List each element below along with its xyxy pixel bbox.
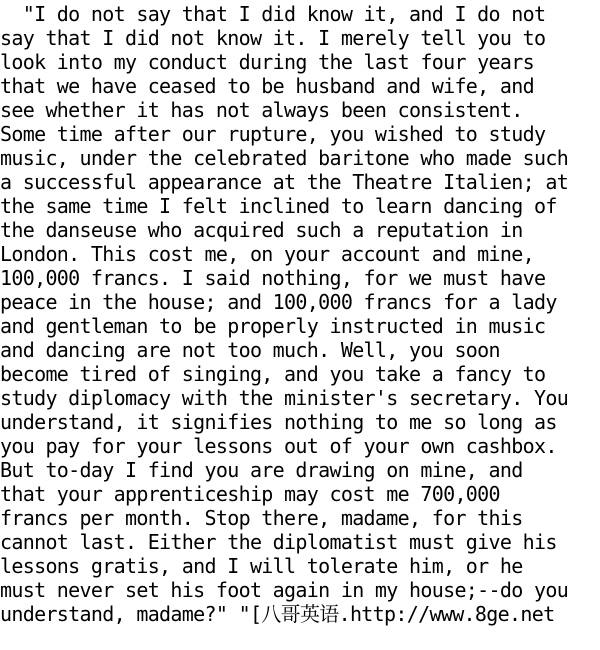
text-line: Some time after our rupture, you wished to study: [0, 122, 546, 146]
text-line: lessons gratis, and I will tolerate him, or he: [0, 554, 523, 578]
text-line: francs per month. Stop there, madame, for this: [0, 506, 523, 530]
text-line: study diplomacy with the minister's secretary. You: [0, 386, 569, 410]
text-line: must never set his foot again in my house;--do you: [0, 578, 569, 602]
text-line: music, under the celebrated baritone who made such: [0, 146, 569, 170]
text-line: and dancing are not too much. Well, you soon: [0, 338, 500, 362]
text-line: that your apprenticeship may cost me 700,000: [0, 482, 500, 506]
text-line: understand, madame?" "[八哥英语.http://www.8ge.net: [0, 602, 555, 626]
text-line: the same time I felt inclined to learn dancing of: [0, 194, 557, 218]
text-line: But to-day I find you are drawing on mine, and: [0, 458, 523, 482]
text-line: 100,000 francs. I said nothing, for we must have: [0, 266, 546, 290]
text-line: a successful appearance at the Theatre Italien; at: [0, 170, 569, 194]
text-line: that we have ceased to be husband and wife, and: [0, 74, 534, 98]
text-line: say that I did not know it. I merely tell you to: [0, 26, 546, 50]
document-text: [0, 2, 600, 626]
text-line: cannot last. Either the diplomatist must give his: [0, 530, 557, 554]
text-line: see whether it has not always been consistent.: [0, 98, 523, 122]
text-line: become tired of singing, and you take a fancy to: [0, 362, 546, 386]
text-line: "I do not say that I did know it, and I do not: [0, 2, 546, 26]
text-line: and gentleman to be properly instructed in music: [0, 314, 546, 338]
text-line: peace in the house; and 100,000 francs for a lady: [0, 290, 557, 314]
text-line: the danseuse who acquired such a reputation in: [0, 218, 523, 242]
text-line: understand, it signifies nothing to me so long as: [0, 410, 557, 434]
text-line: London. This cost me, on your account and mine,: [0, 242, 534, 266]
text-line: look into my conduct during the last four years: [0, 50, 534, 74]
text-line: you pay for your lessons out of your own cashbox.: [0, 434, 557, 458]
